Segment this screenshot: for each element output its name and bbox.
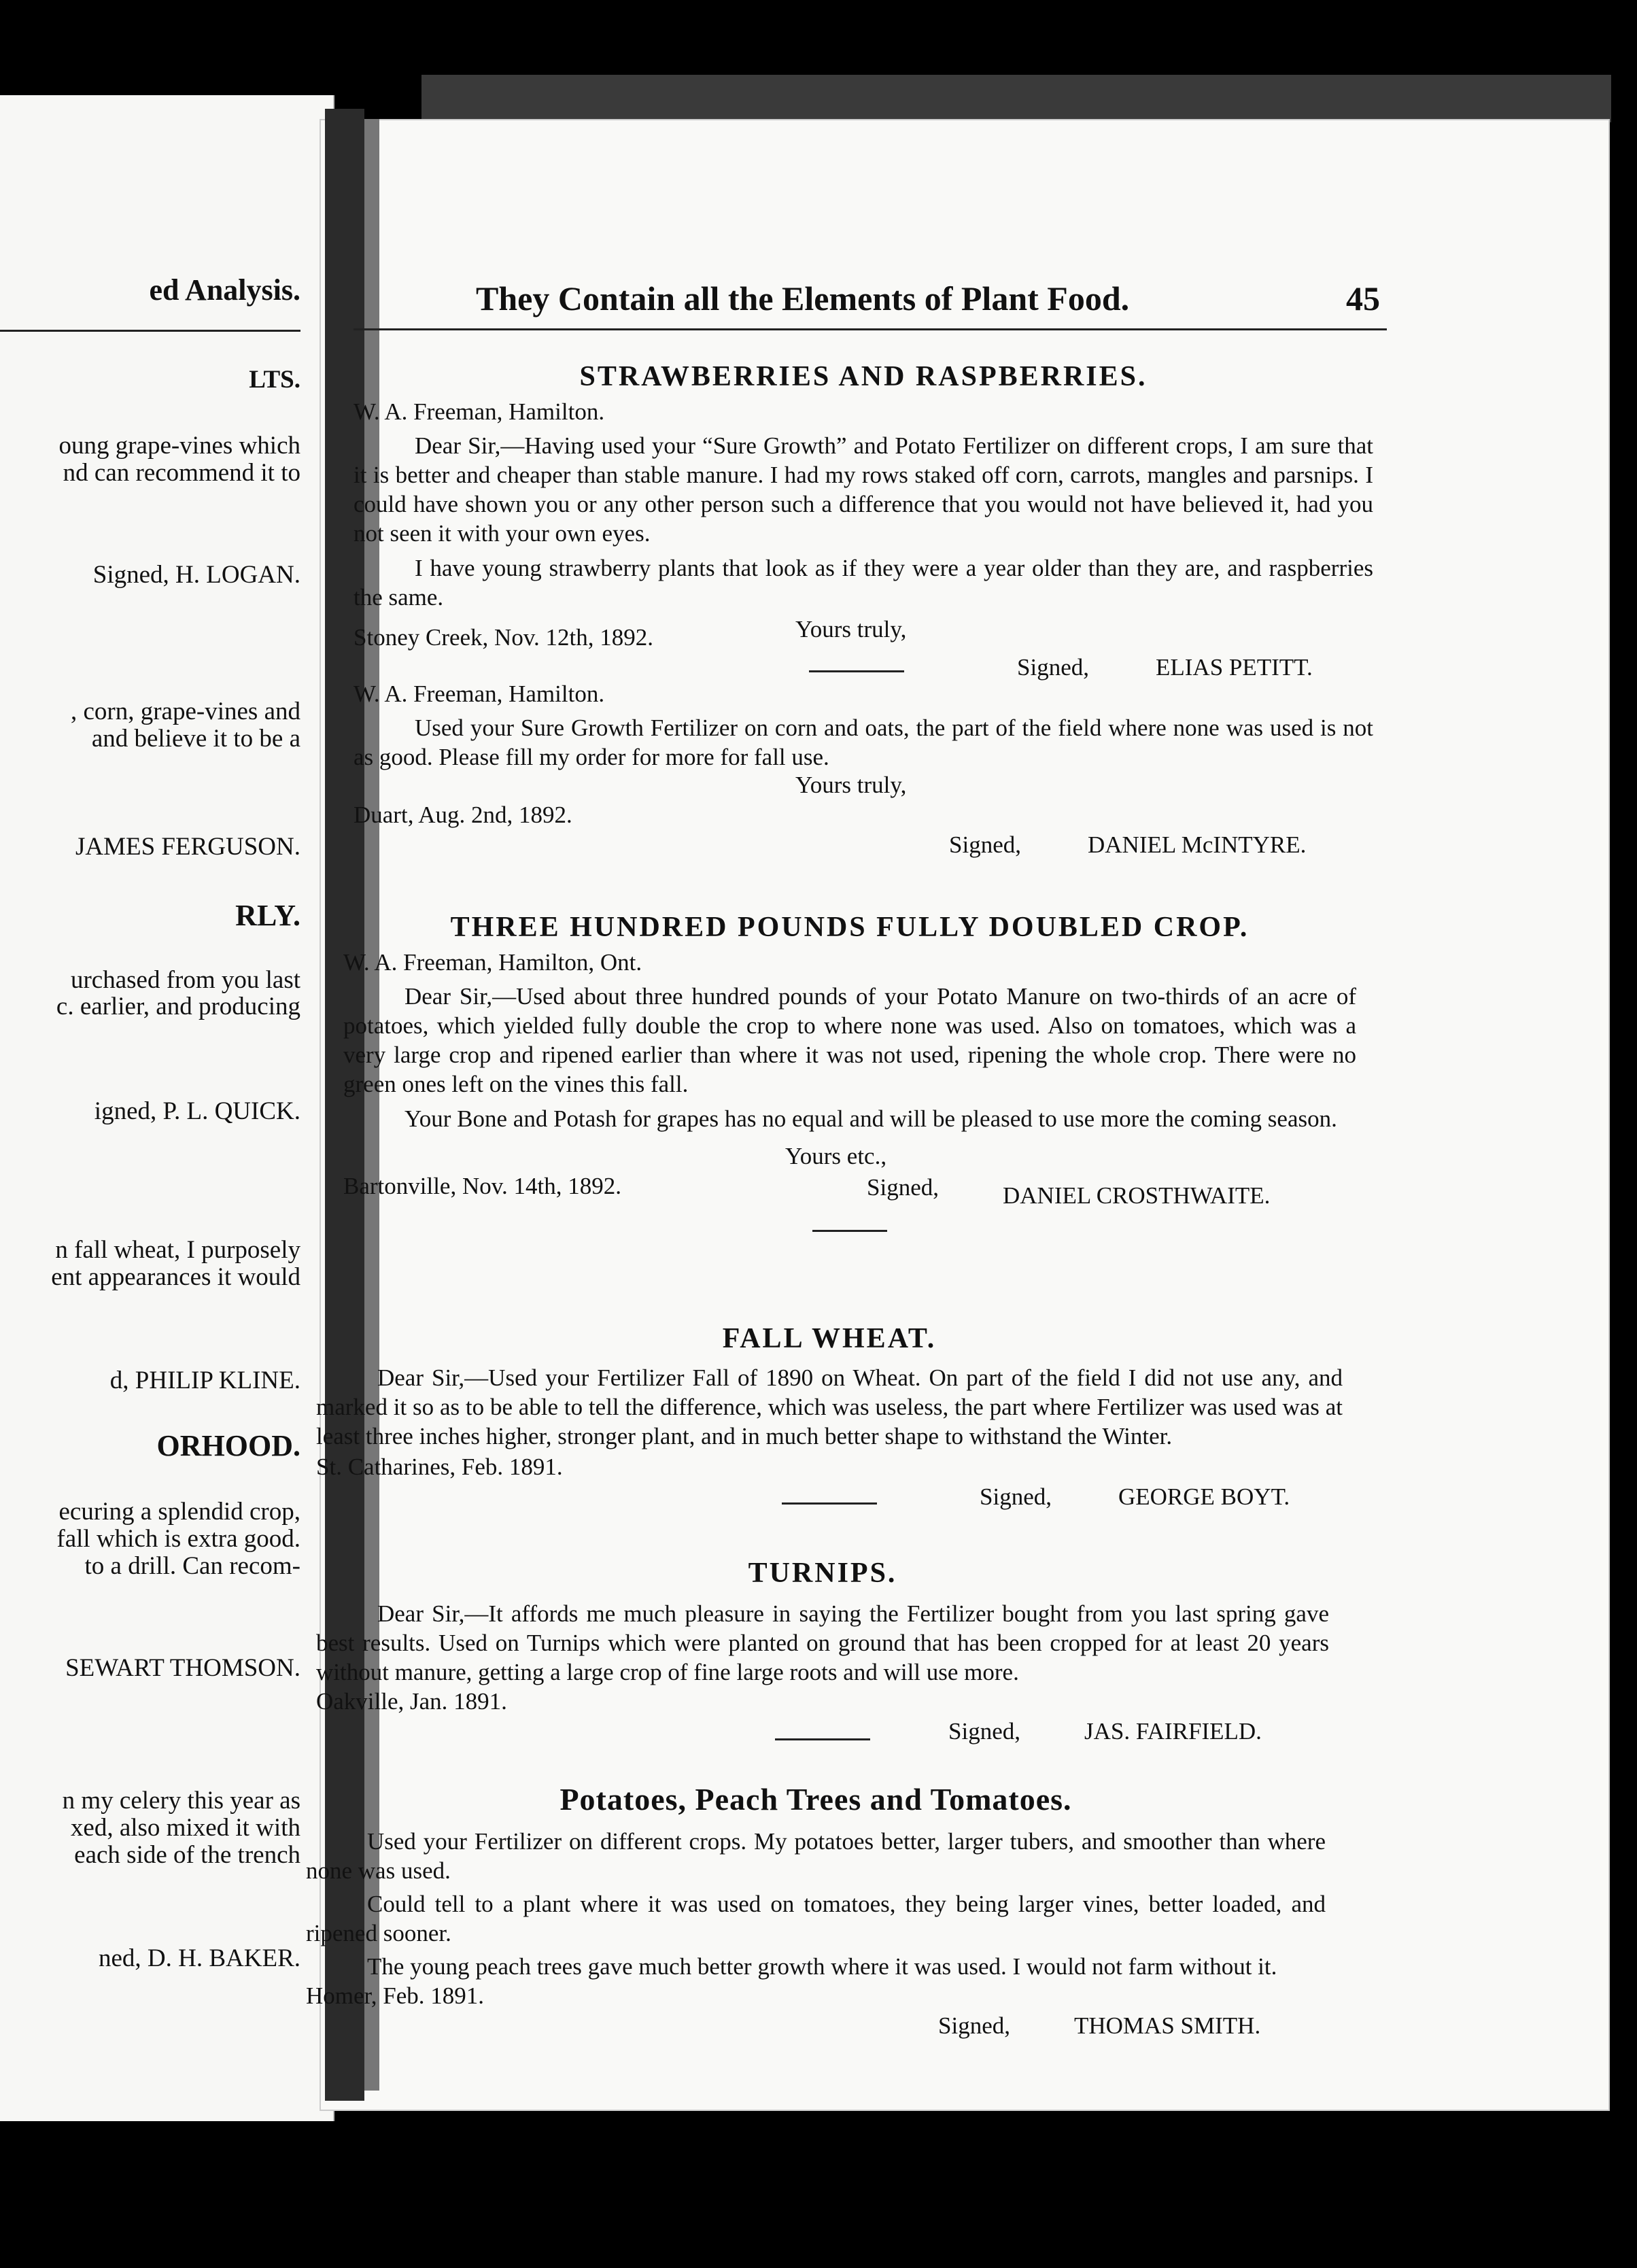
letter-address: W. A. Freeman, Hamilton. [354,398,605,425]
signature-row [316,1483,1343,1513]
letter-address: W. A. Freeman, Hamilton, Ont. [343,949,642,976]
left-line: n my celery this year as [62,1787,300,1815]
signatory: DANIEL CROSTHWAITE. [1003,1182,1271,1209]
left-line: igned, P. L. QUICK. [94,1097,300,1125]
divider [812,1230,887,1232]
section-fall-wheat [316,1322,1343,1510]
signatory: THOMAS SMITH. [1074,2012,1261,2039]
signed-label: Signed, [1017,654,1089,681]
header-rule [354,328,1387,330]
closing: Yours etc., [785,1143,887,1169]
place-date: Bartonville, Nov. 14th, 1892. [343,1173,621,1199]
letter-paragraph: Dear Sir,—Having used your “Sure Growth” and Potato Fertilizer on different crops, I am sure that it is better and cheaper than stable manure. I had my rows staked off corn, carrots, mangles and parsnips. I could have shown you or any other person such a difference that you would not have believed it, had you not seen it with your own eyes. [354,432,1373,547]
letter-paragraph: Dear Sir,—It affords me much pleasure in saying the Fertilizer bought from you last spring gave best results. Used on Turnips which were planted on ground that has been cropped for at least 20 years without manure, getting a large crop of fine large roots and will use more. [316,1600,1329,1685]
section-potatoes-peach-tomatoes [306,1781,1326,2042]
left-line: each side of the trench [74,1841,300,1869]
signatory: JAS. FAIRFIELD. [1084,1718,1262,1745]
signature-row [354,654,1373,684]
letter-paragraph: Used your Sure Growth Fertilizer on corn and oats, the part of the field where none was used is not as good. Please fill my order for more for fall use. [354,715,1373,770]
left-line: Signed, H. LOGAN. [92,561,300,589]
closing: Yours truly, [795,616,907,642]
letter-paragraph: Used your Fertilizer on different crops. My potatoes better, larger tubers, and smoother than where none was used. [306,1828,1326,1884]
letter-closing-row [354,772,1373,802]
left-line: , corn, grape-vines and [70,698,300,725]
signed-label: Signed, [938,2012,1010,2039]
left-line: urchased from you last [70,966,300,994]
closing: Yours truly, [795,772,907,798]
place-date: Oakville, Jan. 1891. [316,1688,507,1715]
letter-address: W. A. Freeman, Hamilton. [354,681,605,707]
signature-row [354,831,1373,861]
running-title: They Contain all the Elements of Plant Food. [476,279,1130,317]
section-heading: FALL WHEAT. [722,1323,937,1354]
signature-row [316,1718,1329,1748]
letter-paragraph: Your Bone and Potash for grapes has no equal and will be pleased to use more the coming season. [404,1105,1337,1132]
signed-label: Signed, [949,831,1021,858]
section-heading: TURNIPS. [748,1558,897,1589]
section-three-hundred-pounds [343,911,1356,1232]
left-line: ned, D. H. BAKER. [98,1944,300,1972]
section-heading: THREE HUNDRED POUNDS FULLY DOUBLED CROP. [450,912,1250,943]
left-line: n fall wheat, I purposely [55,1236,300,1264]
letter-paragraph: Dear Sir,—Used about three hundred pounds of your Potato Manure on two-thirds of an acre of potatoes, which yielded fully double the crop to where none was used. Also on tomatoes, which was a very large crop and ripened earlier than where it was not used, ripening the whole crop. There were no green ones left on the vines this fall. [343,983,1356,1097]
left-line: ecuring a splendid crop, [58,1498,300,1526]
place-date: Duart, Aug. 2nd, 1892. [354,802,572,828]
left-line: SEWART THOMSON. [65,1654,300,1682]
letter-paragraph: Dear Sir,—Used your Fertilizer Fall of 1890 on Wheat. On part of the field I did not use any, and marked it so as to be able to tell the difference, which was useless, the part where Fertilizer was used was at least three inches higher, stronger plant, and in much better shape to withstand the Winter. [316,1364,1343,1449]
section-strawberries [354,360,1373,861]
place-date: St. Catharines, Feb. 1891. [316,1454,563,1480]
signed-label: Signed, [948,1718,1020,1745]
section-heading: Potatoes, Peach Trees and Tomatoes. [559,1782,1072,1817]
left-line: LTS. [249,366,300,394]
place-date: Stoney Creek, Nov. 12th, 1892. [354,624,654,651]
left-line: JAMES FERGUSON. [75,833,300,861]
letter-place-row [316,1454,1343,1483]
letter-place-row [354,802,1373,831]
letter-closing-row [354,616,1373,654]
left-line: c. earlier, and producing [56,993,300,1020]
section-heading: STRAWBERRIES AND RASPBERRIES. [579,361,1148,392]
left-line: fall which is extra good. [56,1525,300,1553]
letter-paragraph: I have young strawberry plants that look as if they were a year older than they are, and raspberries the same. [354,555,1373,611]
left-line: and believe it to be a [91,725,300,753]
left-page-heading: ed Analysis. [149,273,300,307]
letter-place-row [316,1688,1329,1718]
letter-closing-row [343,1143,1356,1173]
signed-label: Signed, [867,1174,939,1201]
letter-paragraph: The young peach trees gave much better growth where it was used. I would not farm without it. [367,1953,1277,1980]
signatory: DANIEL McINTYRE. [1088,831,1307,858]
left-line: to a drill. Can recom- [84,1552,300,1580]
left-line: d, PHILIP KLINE. [109,1367,300,1394]
letter-place-row [306,1982,1326,2012]
place-date: Homer, Feb. 1891. [306,1982,485,2009]
signed-label: Signed, [980,1483,1052,1510]
signatory: GEORGE BOYT. [1118,1483,1290,1510]
section-turnips [316,1557,1329,1745]
left-line: RLY. [235,899,300,932]
left-line: nd can recommend it to [63,459,300,487]
left-line: ORHOOD. [156,1429,300,1462]
signatory: ELIAS PETITT. [1156,654,1313,681]
left-line: xed, also mixed it with [70,1814,300,1842]
page-number: 45 [1346,279,1380,317]
letter-paragraph: Could tell to a plant where it was used on tomatoes, they being larger vines, better loaded, and ripened sooner. [306,1891,1326,1946]
signature-row [306,2012,1326,2042]
left-line: ent appearances it would [51,1263,300,1291]
left-line: oung grape-vines which [58,432,300,460]
letter-place-row [343,1173,1356,1209]
